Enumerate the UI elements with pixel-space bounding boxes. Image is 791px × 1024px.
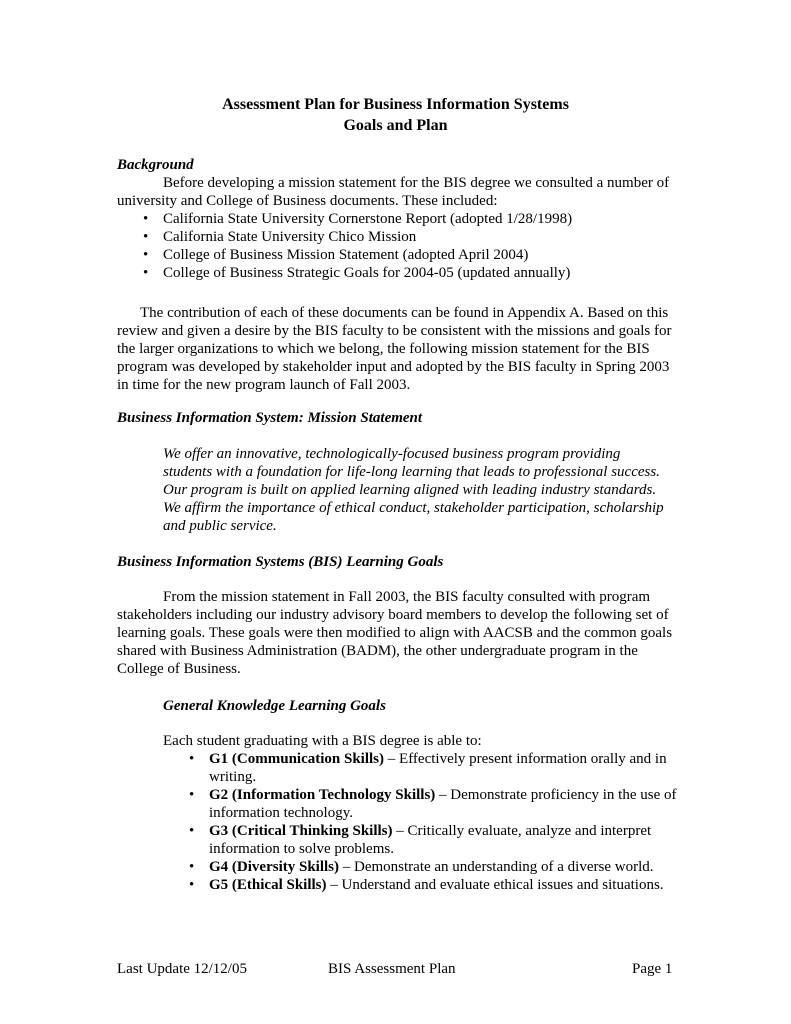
mission-statement: We offer an innovative, technologically-focused business program providing students with a foundation for life-long learning that leads to professional success. Our program is built on applied learning aligned with leading industry standards. We affirm the importance of ethical conduct, stakeholder participation, scholarship and public service.: [163, 446, 664, 534]
footer-page-number: Page 1: [632, 961, 673, 977]
contribution-paragraph: [117, 304, 677, 394]
background-intro-text: Before developing a mission statement for the BIS degree we consulted a number of university and College of Business documents. These included:: [117, 175, 670, 209]
footer-document-name: BIS Assessment Plan: [328, 961, 456, 977]
learning-goals-text: From the mission statement in Fall 2003, the BIS faculty consulted with program stakeholders including our industry advisory board members to develop the following set of learning goals. These goals were then modified to align with AACSB and the common goals shared with Business Administration (BADM), the other undergraduate program in the College of Business.: [117, 589, 673, 677]
contribution-text: The contribution of each of these documents can be found in Appendix A. Based on this review and given a desire by the BIS faculty to be consistent with the missions and goals for the larger organizations to which we belong, the following mission statement for the BIS program was developed by stakeholder input and adopted by the BIS faculty in Spring 2003 in time for the new program launch of Fall 2003.: [117, 305, 672, 393]
goal-description: – Effectively present information orally and in writing.: [209, 751, 667, 785]
goal-description: – Demonstrate an understanding of a diverse world.: [339, 859, 654, 875]
goal-label: G5 (Ethical Skills): [209, 877, 327, 893]
bullet-icon: •: [189, 823, 195, 839]
background-intro: [117, 174, 677, 210]
goal-label: G2 (Information Technology Skills): [209, 787, 436, 803]
goal-description: – Demonstrate proficiency in the use of information technology.: [209, 787, 677, 821]
list-item: [187, 858, 677, 876]
list-item: • College of Business Strategic Goals for 2004-05 (updated annually): [143, 265, 571, 281]
bullet-icon: •: [143, 247, 149, 263]
general-knowledge-intro: Each student graduating with a BIS degree is able to:: [163, 733, 482, 749]
background-heading: Background: [117, 157, 194, 173]
bullet-icon: •: [143, 211, 149, 227]
source-documents-list: [141, 210, 681, 282]
bullet-icon: •: [189, 787, 195, 803]
learning-goals-paragraph: [117, 588, 677, 678]
general-knowledge-heading: General Knowledge Learning Goals: [163, 698, 386, 714]
list-item: [187, 822, 677, 858]
goal-description: – Understand and evaluate ethical issues and situations.: [326, 877, 664, 893]
bullet-icon: •: [143, 265, 149, 281]
list-item: [187, 750, 677, 786]
goal-label: G4 (Diversity Skills): [209, 859, 339, 875]
footer-last-update: Last Update 12/12/05: [117, 961, 247, 977]
goal-label: G3 (Critical Thinking Skills): [209, 823, 393, 839]
learning-goals-heading: Business Information Systems (BIS) Learning Goals: [117, 554, 444, 570]
document-subtitle: Goals and Plan: [343, 117, 448, 134]
document-title: Assessment Plan for Business Information Systems: [222, 96, 569, 113]
list-item: [187, 786, 677, 822]
bullet-icon: •: [143, 229, 149, 245]
mission-heading: Business Information System: Mission Statement: [117, 410, 423, 426]
list-item: • College of Business Mission Statement (adopted April 2004): [143, 247, 529, 263]
learning-goals-list: [187, 750, 677, 894]
goal-label: G1 (Communication Skills): [209, 751, 385, 767]
list-item: • California State University Cornerstone Report (adopted 1/28/1998): [143, 211, 573, 227]
bullet-icon: •: [189, 859, 195, 875]
list-item: [187, 876, 677, 894]
list-item: • California State University Chico Mission: [143, 229, 417, 245]
bullet-icon: •: [189, 877, 195, 893]
goal-description: – Critically evaluate, analyze and interpret information to solve problems.: [209, 823, 652, 857]
bullet-icon: •: [189, 751, 195, 767]
